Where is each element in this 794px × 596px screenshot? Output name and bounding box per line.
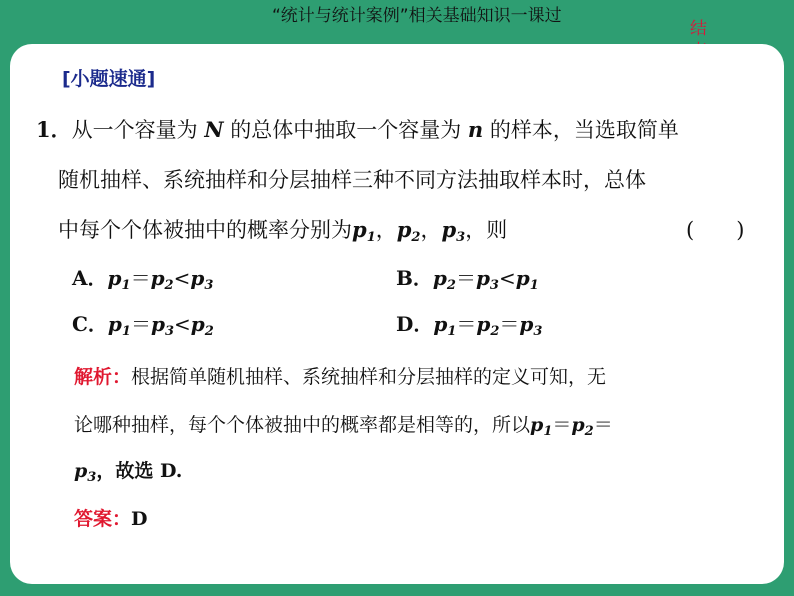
page-title: “统计与统计案例”相关基础知识一课过 [272,6,562,26]
solution-label: 解析： [74,366,132,388]
question-text: 从一个容量为 [71,118,198,142]
variable-N: N [204,117,224,142]
p2: $p_2$ [396,217,421,245]
end-button[interactable]: 结 [690,19,707,39]
solution-line-1 [74,362,606,389]
question-line-3: 中每个个体被抽中的概率分别为$p_1$，$p_2$，$p_3$，则 [58,217,508,245]
variable-n: n [467,117,484,142]
question-number: 1． [36,117,72,142]
answer-value: D [131,508,148,530]
solution-text: 根据简单随机抽样、系统抽样和分层抽样的定义可知，无 [131,366,607,388]
p3: $p_3$ [441,217,466,245]
question-text: 中每个个体被抽中的概率分别为 [58,218,352,242]
question-line-1 [36,114,679,144]
solution-line-2: 论哪种抽样，每个个体被抽中的概率都是相等的，所以$p_1=p_2=$ [74,414,613,439]
answer-paren: ( ) [686,218,745,242]
option-B[interactable]: B．$p_2=p_3<p_1$ [396,266,539,293]
option-A[interactable]: A．$p_1=p_2<p_3$ [72,266,214,293]
answer-label: 答案： [74,508,132,530]
solution-text: ，故选 D. [96,460,183,482]
option-D[interactable]: D．$p_1=p_2=p_3$ [396,312,543,339]
solution-text: 论哪种抽样，每个个体被抽中的概率都是相等的，所以 [74,414,531,436]
content-panel [10,44,784,584]
slide-header [0,0,794,44]
answer-line [74,504,148,531]
option-C[interactable]: C．$p_1=p_3<p_2$ [72,312,214,339]
question-line-2: 随机抽样、系统抽样和分层抽样三种不同方法抽取样本时，总体 [58,168,646,192]
section-label: [小题速通] [62,68,156,90]
p1: $p_1$ [352,217,376,245]
solution-line-3: $p_3$，故选 D. [74,460,183,485]
question-text: 的总体中抽取一个容量为 [230,118,462,142]
question-text: 的样本，当选取简单 [489,118,679,142]
